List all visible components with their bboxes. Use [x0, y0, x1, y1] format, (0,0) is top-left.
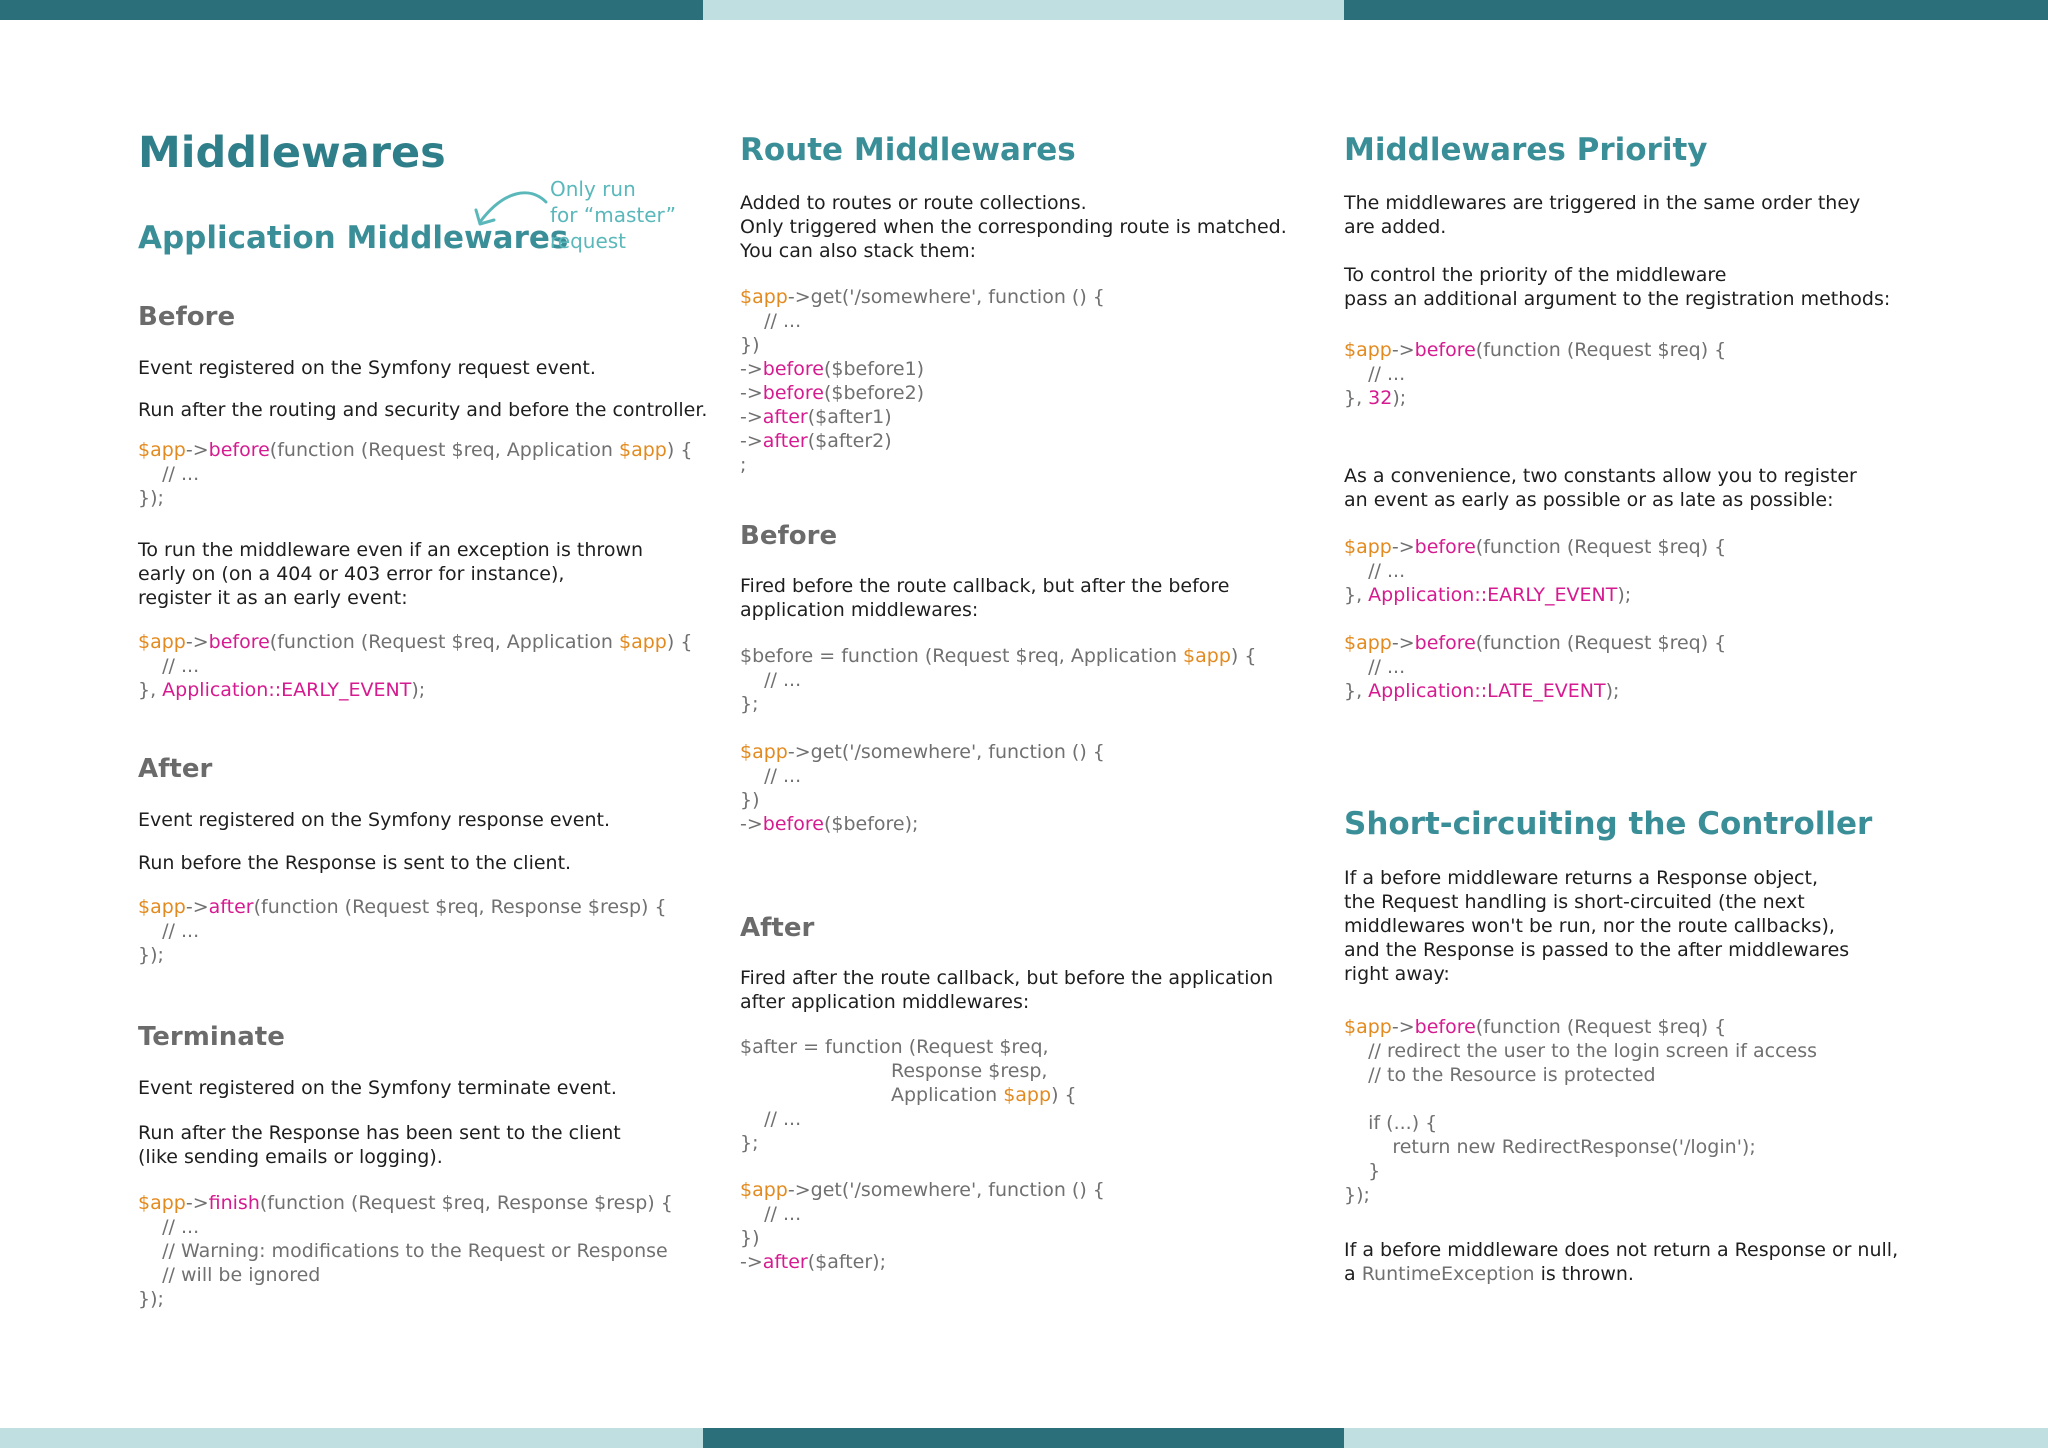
top-band-right: [1344, 0, 2048, 20]
runtime-exception-paragraph: If a before middleware does not return a Response or null, a RuntimeException is thrown.: [1344, 1239, 1899, 1285]
terminate-paragraph-1: Event registered on the Symfony terminate event.: [138, 1077, 617, 1099]
code-route-after-fn: $after = function (Request $req, Response $resp, Application $app) { // ... };: [740, 1036, 1077, 1154]
bottom-band: [0, 1428, 2048, 1448]
heading-before: Before: [138, 302, 236, 332]
section-title-route-middlewares: Route Middlewares: [740, 132, 1076, 168]
heading-route-before: Before: [740, 521, 838, 551]
code-after: $app->after(function (Request $req, Response $resp) { // ... });: [138, 896, 667, 966]
after-paragraph-2: Run before the Response is sent to the client.: [138, 852, 572, 874]
priority-paragraph-2: To control the priority of the middleware pass an additional argument to the registration methods:: [1344, 264, 1891, 310]
code-terminate: $app->finish(function (Request $req, Response $resp) { // ... // Warning: modifications to the Request or Response // will be ignored });: [138, 1192, 673, 1310]
code-route-before-usage: $app->get('/somewhere', function () { // ... }) ->before($before);: [740, 741, 1105, 835]
route-after-paragraph: Fired after the route callback, but before the application after application middlewares:: [740, 967, 1274, 1013]
section-title-application-middlewares: Application Middlewares: [138, 220, 569, 256]
code-before: $app->before(function (Request $req, Application $app) { // ... });: [138, 439, 693, 509]
bottom-band-right: [1344, 1428, 2048, 1448]
master-request-note: Only run for “master” request: [550, 177, 676, 253]
bottom-band-left: [0, 1428, 703, 1448]
curved-arrow-icon: [470, 188, 550, 232]
heading-terminate: Terminate: [138, 1022, 285, 1052]
code-before-early: $app->before(function (Request $req, Application $app) { // ... }, Application::EARLY_EVENT);: [138, 631, 693, 701]
code-short-circuit: $app->before(function (Request $req) { // redirect the user to the login screen if access // to the Resource is protected if (...) { return new RedirectResponse('/login'); } });: [1344, 1016, 1818, 1206]
heading-route-after: After: [740, 913, 815, 943]
priority-paragraph-3: As a convenience, two constants allow you to register an event as early as possible or as late as possible:: [1344, 465, 1857, 511]
section-title-short-circuit: Short-circuiting the Controller: [1344, 806, 1873, 842]
code-early-event: $app->before(function (Request $req) { // ... }, Application::EARLY_EVENT);: [1344, 536, 1727, 606]
route-before-paragraph: Fired before the route callback, but after the before application middlewares:: [740, 575, 1230, 621]
code-route-stack: $app->get('/somewhere', function () { // ... }) ->before($before1) ->before($before2) ->after($after1) ->after($after2) ;: [740, 286, 1105, 476]
page-title: Middlewares: [138, 128, 446, 178]
before-paragraph-1: Event registered on the Symfony request event.: [138, 357, 596, 379]
bottom-band-middle: [703, 1428, 1344, 1448]
priority-paragraph-1: The middlewares are triggered in the same order they are added.: [1344, 192, 1861, 238]
code-route-after-usage: $app->get('/somewhere', function () { // ... }) ->after($after);: [740, 1179, 1105, 1273]
top-band: [0, 0, 2048, 20]
before-paragraph-2: Run after the routing and security and before the controller.: [138, 399, 708, 421]
before-paragraph-3: To run the middleware even if an exception is thrown early on (on a 404 or 403 error for instance), register it as an early event:: [138, 539, 644, 609]
heading-after: After: [138, 754, 213, 784]
short-circuit-paragraph: If a before middleware returns a Response object, the Request handling is short-circuited (the next middlewares won't be run, nor the route callbacks), and the Response is passed to the after middlewares right away:: [1344, 867, 1850, 985]
top-band-left: [0, 0, 703, 20]
terminate-paragraph-2: Run after the Response has been sent to the client (like sending emails or logging).: [138, 1122, 621, 1168]
code-late-event: $app->before(function (Request $req) { // ... }, Application::LATE_EVENT);: [1344, 632, 1727, 702]
top-band-middle: [703, 0, 1344, 20]
code-priority: $app->before(function (Request $req) { // ... }, 32);: [1344, 339, 1727, 409]
section-title-priority: Middlewares Priority: [1344, 132, 1708, 168]
after-paragraph-1: Event registered on the Symfony response event.: [138, 809, 610, 831]
code-route-before-fn: $before = function (Request $req, Application $app) { // ... };: [740, 645, 1257, 715]
route-intro: Added to routes or route collections. Only triggered when the corresponding route is matched. You can also stack them:: [740, 192, 1287, 262]
